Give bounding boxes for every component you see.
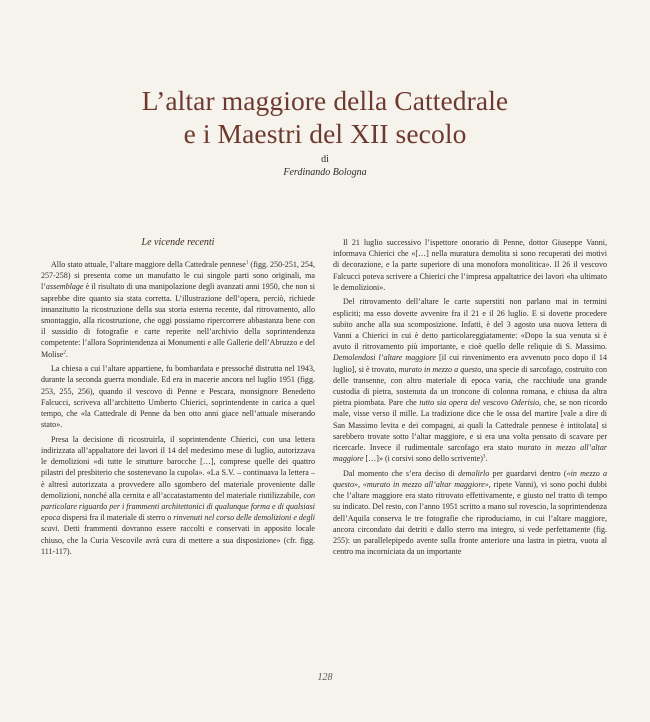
title-line-1: L’altar maggiore della Cattedrale [141,85,509,116]
byline [0,153,650,179]
title-line-2: e i Maestri del XII secolo [183,118,467,149]
paragraph: Allo stato attuale, l’altare maggiore della Cattedrale pennese$^1$ (figg. 250-251, 254, 257-258) si presenta come un manufatto le cui singole parti sono originali, ma l’assemblage è il risultato di una manipolazione degli avanzati anni 1950, che non si saprebbe dire quanto sia stata corretta. L’illustrazione dell’opera, perciò, richiede innanzitutto la ricostruzione della sua storia esterna recente, dal ritrovamento, allo smontaggio, alla ricostruzione, che oggi possiamo ripercorrere abbastanza bene con il sussidio di fotografie e carte reperite nell’archivio della soprintendenza competente: l’allora Soprintendenza ai Monumenti e alle Gallerie dell’Abruzzo e del Molise$^2$. [41,260,315,359]
footnote-ref: 1 [245,260,249,266]
right-column [333,237,607,561]
paragraph: Del ritrovamento dell’altare le carte superstiti non parlano mai in termini espliciti; ma esso dovette avvenire fra il 21 e il 26 luglio. E si dovette procedere subito anche alla sua scomposizione. Infatti, è del 3 agosto una nuova lettera di Vanni a Chierici in cui è detto particolareggiatamente: «Dopo la sua venuta si è avuto il ritrovamento più importante, e cioè quello delle reliquie di S. Massimo. Demolendosi l’altare maggiore [il cui rinvenimento era avvenuto poco dopo il 14 luglio], si è trovato, murato in mezzo a questo, una specie di sarcofago, costruito con delle transenne, con altro materiale di epoca varia, che racchiude una grande custodia di pietra, sostenuta da un troncone di colonna romana, e chiusa da altra pietra piombata. Pare che tutto sia opera del vescovo Oderisio, che, se non ricordo male, visse verso il mille. La tradizione dice che le ossa del martire [vale a dire di San Massimo levita e dei compagni, ai quali la Cattedrale pennese è intitolata] si sarebbero trovate sotto l’altar maggiore, e si era una volta pensato di scavare per ricercarle. Invece il rudimentale sarcofago era stato murato in mezzo all’altar maggiore […]» (i corsivi sono dello scrivente)$^3$. [333,297,607,464]
footnote-ref: 3 [482,454,486,460]
left-column [41,236,315,560]
paragraph: Presa la decisione di ricostruirla, il soprintendente Chierici, con una lettera indirizzata all’appaltatore dei lavori il 14 del medesimo mese di luglio, autorizzava le demolizioni «di tutte le strutture barocche […], comprese quelle dei quattro pilastri del presbiterio che sostenevano la cupola». «La S.V. – continuava la lettera – è altresì autorizzata a provvedere allo sgombero del materiale proveniente dalle demolizioni, nonché alla cernita e all’accatastamento del materiale riutilizzabile, con particolare riguardo per i frammenti architettonici di qualunque forma e di qualsiasi epoca dispersi fra il materiale di sterro o rinvenuti nel corso delle demolizioni e degli scavi. Detti frammenti dovranno essere raccolti e conservati in apposito locale chiuso, che la Curia Vescovile avrà cura di mettere a sua disposizione» (cfr. figg. 111-117). [41,434,315,556]
paragraph: La chiesa a cui l’altare appartiene, fu bombardata e pressoché distrutta nel 1943, durante la seconda guerra mondiale. Ed era in macerie ancora nel luglio 1951 (figg. 253, 255, 256), quando il vescovo di Penne e Pescara, monsignore Benedetto Falcucci, scriveva all’architetto Umberto Chierici, soprintendente in carica a quel tempo, che «la Cattedrale di Penne da ben otto anni giace nell’attuale miserando stato». [41,364,315,430]
byline-di: di [321,154,329,165]
footnote-ref: 2 [63,349,66,355]
article-title [0,84,650,150]
paragraph: Dal momento che s’era deciso di demolirlo per guardarvi dentro («in mezzo a questo», «murato in mezzo all’altar maggiore», ripete Vanni), vi sono pochi dubbi che l’altare maggiore era stato ritrovato effettivamente, e giusto nel tratto di tempo su indicato. Del resto, con l’anno 1951 scritto a mano sul rovescio, la soprintendenza dell’Aquila conserva le tre fotografie che riproduciamo, in cui l’altare maggiore, ancora circondato dai detriti e dallo sterro ma integro, si vede perfettamente (fig. 255): un parallelepipedo avente sulla fronte anteriore una lastra in pietra, vuota al centro ma incorniciata da un importante [333,468,608,557]
section-heading: Le vicende recenti [141,237,215,248]
author-name: Ferdinando Bologna [283,167,367,178]
paragraph: Il 21 luglio successivo l’ispettore onorario di Penne, dottor Giuseppe Vanni, informava Chierici che «[…] nella muratura demolita si sono recuperati dei motivi di decorazione, e la parte superiore di una monofora monolitica». Il 26 il vescovo Falcucci poteva scrivere a Chierici che l’impresa appaltatrice dei lavori «ha ultimato le demolizioni». [333,238,607,292]
page-number: 128 [317,672,333,683]
